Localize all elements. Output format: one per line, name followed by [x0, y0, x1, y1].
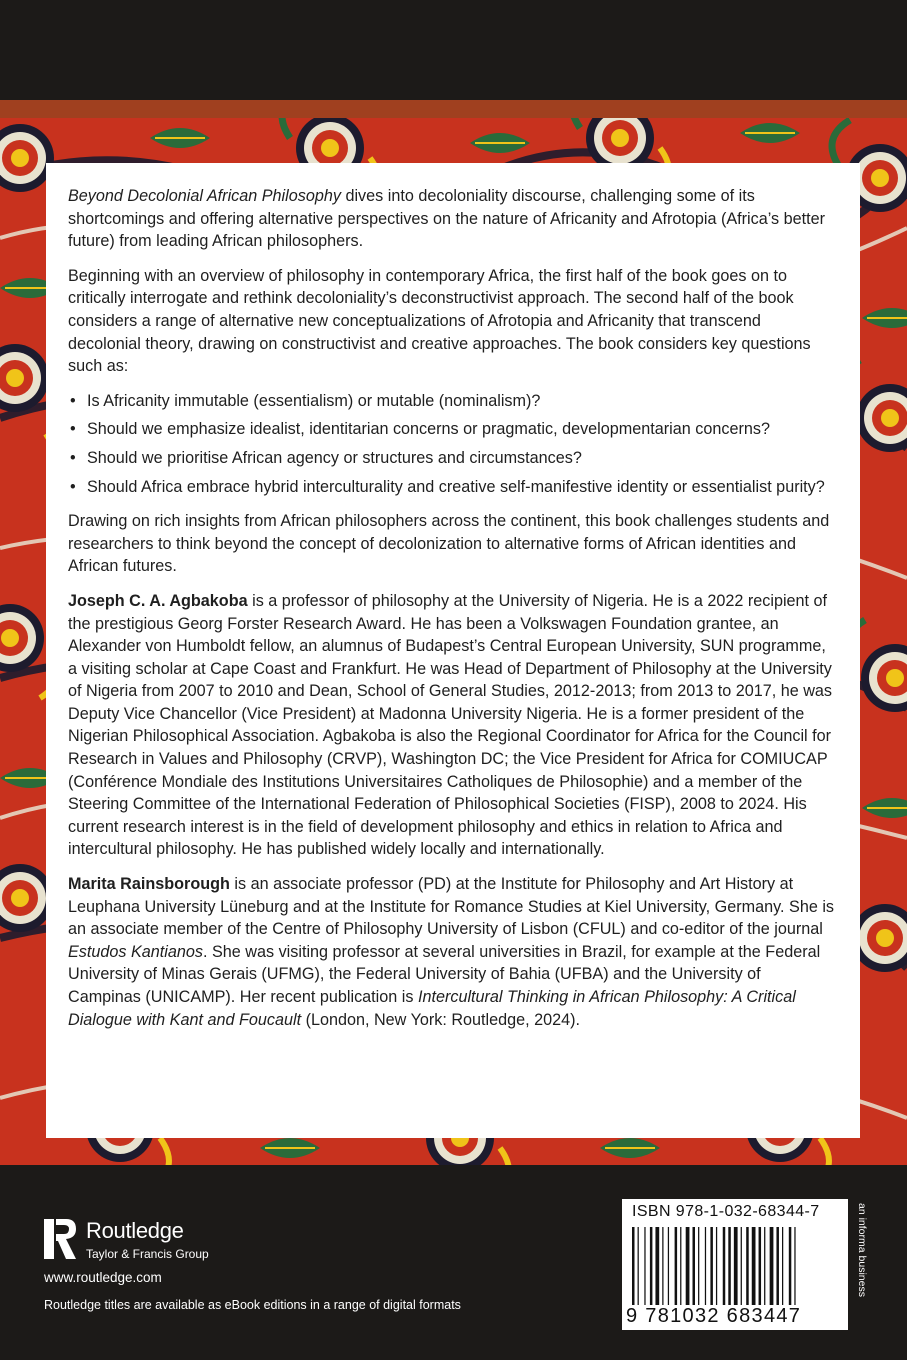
- publisher-name: Routledge: [86, 1218, 184, 1243]
- author-bio-text: . She was visiting professor at several universities in Brazil, for example at the Federal University of Minas Gerais (UFMG), the Federal University of Bahia (UFBA) and the University of Campinas (UNICAMP). Her recent publication is: [68, 942, 821, 1006]
- question-item: • Should we emphasize idealist, identitarian concerns or pragmatic, developmentarian concerns?: [68, 418, 838, 441]
- cover-footer: [0, 1165, 907, 1360]
- question-item: • Is Africanity immutable (essentialism) or mutable (nominalism)?: [68, 390, 838, 413]
- publisher-group: Taylor & Francis Group: [86, 1247, 209, 1261]
- cover-top-band: [0, 0, 907, 100]
- isbn-barcode-box: [622, 1199, 848, 1330]
- journal-title: Estudos Kantianos: [68, 942, 203, 961]
- author-bio-text: (London, New York: Routledge, 2024).: [301, 1010, 581, 1029]
- intro-text: dives into decoloniality discourse, challenging some of its shortcomings and offering alternative perspectives on the nature of Africanity and Afrotopia (Africa’s better future) from leading African philosophers.: [68, 187, 826, 251]
- isbn-label: ISBN 978-1-032-68344-7: [632, 1203, 820, 1220]
- publication-title: Intercultural Thinking in African Philosophy: A Critical Dialogue with Kant and Foucault: [68, 988, 796, 1029]
- informa-tagline: an informa business: [856, 1203, 868, 1297]
- overview-paragraph: Beginning with an overview of philosophy in contemporary Africa, the first half of the book goes on to critically interrogate and rethink decoloniality’s deconstructivist approach. The second half of the book considers a range of alternative new conceptualizations of Afrotopia and Africanity that transcend decolonial theory, drawing on constructivist and creative approaches. The book considers key questions such as:: [68, 266, 811, 376]
- ebook-note: Routledge titles are available as eBook editions in a range of digital formats: [44, 1298, 461, 1312]
- barcode-digits: 9 781032 683447: [626, 1305, 802, 1327]
- description-panel: [46, 163, 860, 1138]
- key-questions-list: [68, 390, 838, 498]
- publisher-website[interactable]: www.routledge.com: [44, 1270, 162, 1285]
- routledge-logo-icon: [44, 1213, 78, 1265]
- barcode-icon: [632, 1227, 838, 1305]
- author-name: Joseph C. A. Agbakoba: [68, 591, 248, 610]
- author-bio-text: is a professor of philosophy at the University of Nigeria. He is a 2022 recipient of the prestigious Georg Forster Research Award. He has been a Volkswagen Foundation grantee, an Alexander von Humboldt fellow, an alumnus of Budapest’s Central European University, SUN programme, a visiting scholar at Cape Coast and Frankfurt. He was Head of Department of Philosophy at the University of Nigeria from 2007 to 2010 and Dean, School of General Studies, 2012-2013; from 2013 to 2017, he was Deputy Vice Chancellor (Vice President) at Madonna University Nigeria. He is a former president of the Nigerian Philosophical Association. Agbakoba is also the Regional Coordinator for Africa for the Council for Research in Values and Philosophy (CRVP), Washington DC; the Vice President for Africa for COMIUCAP (Conférence Mondiale des Institutions Universitaires Catholiques de Philosophie) and a member of the Steering Committee of the International Federation of Philosophical Societies (FISP), 2008 to 2024. His current research interest is in the field of development philosophy and ethics in relation to Africa and intercultural philosophy. He has published widely locally and internationally.: [68, 591, 833, 859]
- cover-accent-strip: [0, 100, 907, 118]
- book-title: Beyond Decolonial African Philosophy: [68, 187, 341, 205]
- question-item: • Should we prioritise African agency or structures and circumstances?: [68, 447, 838, 470]
- author-bio-agbakoba: [68, 590, 838, 861]
- intro-paragraph: [68, 185, 838, 253]
- question-item: • Should Africa embrace hybrid interculturality and creative self-manifestive identity or essentialist purity?: [68, 476, 838, 499]
- closing-paragraph: Drawing on rich insights from African philosophers across the continent, this book challenges students and researchers to think beyond the concept of decolonization to alternative forms of African identities and African futures.: [68, 512, 830, 576]
- author-bio-rainsborough: [68, 873, 838, 1031]
- author-name: Marita Rainsborough: [68, 875, 230, 894]
- author-bio-text: is an associate professor (PD) at the Institute for Philosophy and Art History at Leuphana University Lüneburg and at the Institute for Romance Studies at Kiel University, Germany. She is an associate member of the Centre of Philosophy University of Lisbon (CFUL) and co-editor of the journal: [68, 875, 835, 939]
